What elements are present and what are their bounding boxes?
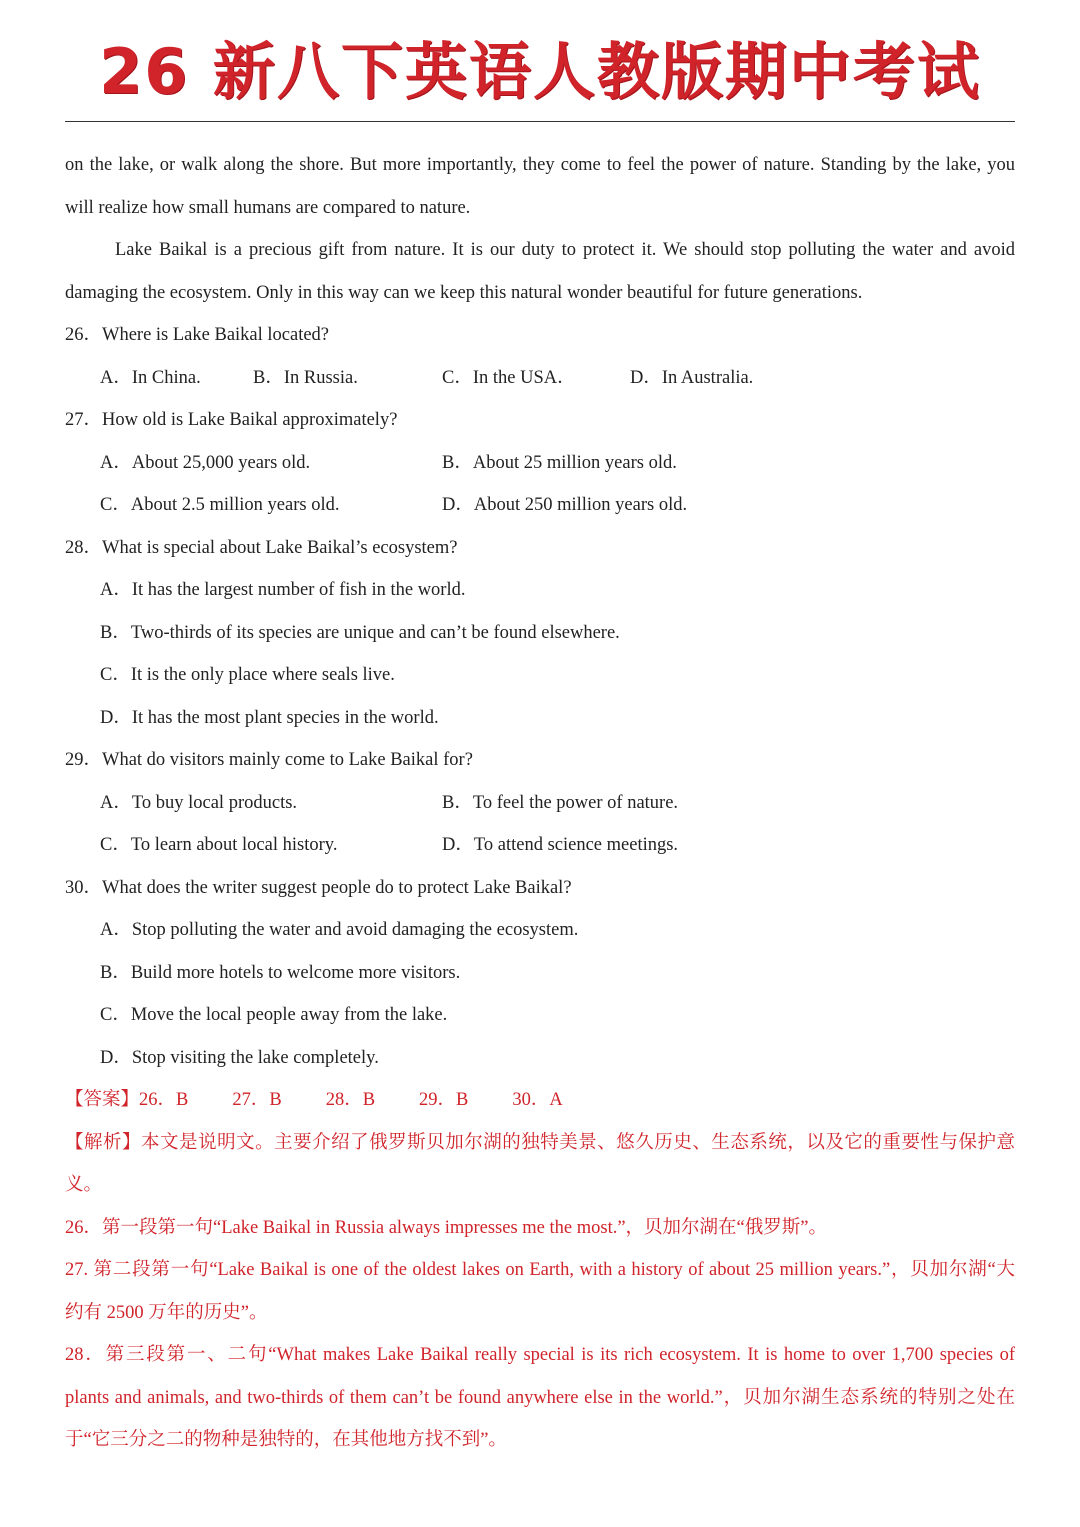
option-30-a[interactable]: A．Stop polluting the water and avoid damaging the ecosystem. <box>100 920 579 940</box>
header-divider <box>65 121 1015 122</box>
document-body <box>65 144 1015 1462</box>
option-29-a[interactable]: A．To buy local products. <box>100 792 298 813</box>
answer-28: 28．B <box>325 1090 376 1110</box>
passage-p2-line2: damaging the ecosystem. Only in this way can we keep this natural wonder beautiful for future generations. <box>65 282 863 303</box>
answer-26: 26．B <box>139 1090 189 1110</box>
question-27-options-row1 <box>65 442 1015 485</box>
question-30-stem: 30．What does the writer suggest people do to protect Lake Baikal? <box>65 877 572 898</box>
explanation-28-line1: 28．第三段第一、二句“What makes Lake Baikal really special is its rich ecosystem. It is home to over 1,700 species of <box>65 1345 1015 1365</box>
question-27-stem: 27．How old is Lake Baikal approximately? <box>65 410 398 430</box>
answer-key <box>65 1079 1015 1122</box>
answer-27: 27．B <box>232 1090 282 1110</box>
question-26-options <box>65 357 1015 400</box>
exam-title-banner: 26 新八下英语人教版期中考试 <box>99 35 981 108</box>
analysis-intro-line2: 义。 <box>65 1175 103 1195</box>
option-28-c[interactable]: C．It is the only place where seals live. <box>100 665 395 685</box>
option-28-b[interactable]: B．Two-thirds of its species are unique and can’t be found elsewhere. <box>100 622 620 643</box>
question-29-stem: 29．What do visitors mainly come to Lake Baikal for? <box>65 750 473 770</box>
answer-30: 30．A <box>512 1090 563 1110</box>
option-27-c[interactable]: C．About 2.5 million years old. <box>100 495 340 515</box>
explanation-27-line2: 约有 2500 万年的历史”。 <box>65 1302 268 1323</box>
option-26-b[interactable]: B．In Russia. <box>253 367 358 388</box>
passage-p1-line2: will realize how small humans are compared to nature. <box>65 197 471 218</box>
explanation-27-line1: 27. 第二段第一句“Lake Baikal is one of the oldest lakes on Earth, with a history of about 25 million years.”，贝加尔湖“大 <box>65 1260 1015 1280</box>
option-30-b[interactable]: B．Build more hotels to welcome more visitors. <box>100 962 461 983</box>
option-29-b[interactable]: B．To feel the power of nature. <box>442 792 679 813</box>
option-26-a[interactable]: A．In China. <box>100 367 201 388</box>
answer-29: 29．B <box>419 1090 469 1110</box>
option-29-c[interactable]: C．To learn about local history. <box>100 835 338 855</box>
option-27-b[interactable]: B．About 25 million years old. <box>442 452 677 473</box>
question-26-stem: 26．Where is Lake Baikal located? <box>65 325 330 345</box>
question-29-options-row2 <box>65 824 1015 867</box>
option-28-d[interactable]: D．It has the most plant species in the world. <box>100 707 439 728</box>
option-30-c[interactable]: C．Move the local people away from the lake. <box>100 1005 448 1025</box>
option-29-d[interactable]: D．To attend science meetings. <box>442 835 679 855</box>
explanation-28-line2: plants and animals, and two-thirds of them can’t be found anywhere else in the world.”，贝加尔湖生态系统的特别之处在 <box>65 1387 1015 1408</box>
question-29-options-row1 <box>65 782 1015 825</box>
option-27-a[interactable]: A．About 25,000 years old. <box>100 452 311 473</box>
analysis-intro-line1: 【解析】本文是说明文。主要介绍了俄罗斯贝加尔湖的独特美景、悠久历史、生态系统，以及它的重要性与保护意 <box>65 1132 1015 1153</box>
answer-label: 【答案】 <box>65 1090 140 1110</box>
option-28-a[interactable]: A．It has the largest number of fish in the world. <box>100 580 466 600</box>
passage-p2-line1: Lake Baikal is a precious gift from nature. It is our duty to protect it. We should stop polluting the water and avoid <box>115 240 1015 260</box>
option-30-d[interactable]: D．Stop visiting the lake completely. <box>100 1047 379 1068</box>
option-26-d[interactable]: D．In Australia. <box>630 367 754 388</box>
option-27-d[interactable]: D．About 250 million years old. <box>442 495 688 515</box>
question-28-stem: 28．What is special about Lake Baikal’s ecosystem? <box>65 537 458 558</box>
option-26-c[interactable]: C．In the USA． <box>442 367 576 388</box>
passage-p1-line1: on the lake, or walk along the shore. But more importantly, they come to feel the power of nature. Standing by the lake, you <box>65 155 1015 175</box>
question-27-options-row2 <box>65 484 1015 527</box>
explanation-26: 26．第一段第一句“Lake Baikal in Russia always impresses me the most.”，贝加尔湖在“俄罗斯”。 <box>65 1217 827 1238</box>
explanation-28-line3: 于“它三分之二的物种是独特的，在其他地方找不到”。 <box>65 1430 507 1450</box>
